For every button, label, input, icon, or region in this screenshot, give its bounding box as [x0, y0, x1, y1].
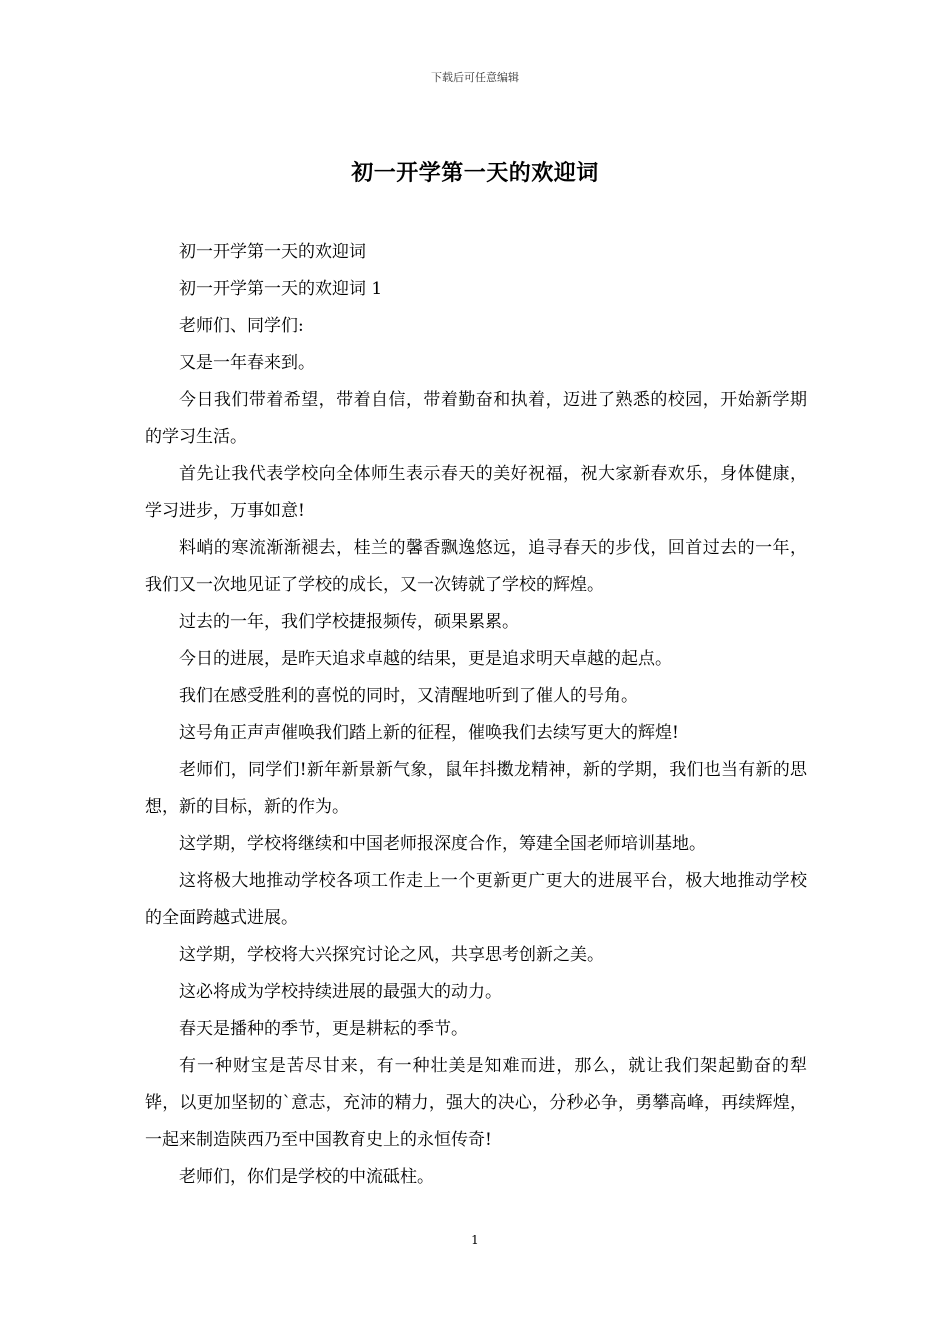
paragraph: 这号角正声声催唤我们踏上新的征程，催唤我们去续写更大的辉煌! [179, 723, 679, 743]
paragraph: 首先让我代表学校向全体师生表示春天的美好祝福，祝大家新春欢乐，身体健康，学习进步，万事如意! [145, 464, 807, 521]
document-title: 初一开学第一天的欢迎词 [351, 160, 599, 186]
paragraph: 老师们，同学们!新年新景新气象，鼠年抖擞龙精神，新的学期，我们也当有新的思想，新的目标，新的作为。 [145, 760, 807, 817]
paragraph: 这学期，学校将大兴探究讨论之风，共享思考创新之美。 [179, 945, 604, 965]
paragraph: 有一种财宝是苦尽甘来，有一种壮美是知难而进，那么，就让我们架起勤奋的犁铧，以更加坚韧的`意志，充沛的精力，强大的决心，分秒必争，勇攀高峰，再续辉煌，一起来制造陕西乃至中国教育史上的永恒传奇! [145, 1056, 807, 1150]
paragraph: 这学期，学校将继续和中国老师报深度合作，筹建全国老师培训基地。 [179, 834, 706, 854]
paragraph: 今日我们带着希望，带着自信，带着勤奋和执着，迈进了熟悉的校园，开始新学期的学习生活。 [145, 390, 807, 447]
paragraph: 春天是播种的季节，更是耕耘的季节。 [179, 1019, 468, 1039]
paragraph: 老师们，你们是学校的中流砥柱。 [179, 1167, 434, 1187]
page-number: 1 [471, 1233, 479, 1247]
paragraph: 老师们、同学们: [179, 316, 304, 336]
paragraph: 初一开学第一天的欢迎词 1 [179, 279, 383, 299]
paragraph: 这必将成为学校持续进展的最强大的动力。 [179, 982, 502, 1002]
paragraph: 我们在感受胜利的喜悦的同时，又清醒地听到了催人的号角。 [179, 686, 638, 706]
paragraph: 初一开学第一天的欢迎词 [179, 242, 366, 262]
paragraph: 又是一年春来到。 [179, 353, 315, 373]
document-body [145, 234, 807, 1196]
paragraph: 这将极大地推动学校各项工作走上一个更新更广更大的进展平台，极大地推动学校的全面跨越式进展。 [145, 871, 807, 928]
paragraph: 过去的一年，我们学校捷报频传，硕果累累。 [179, 612, 519, 632]
paragraph: 今日的进展，是昨天追求卓越的结果，更是追求明天卓越的起点。 [179, 649, 672, 669]
paragraph: 料峭的寒流渐渐褪去，桂兰的馨香飘逸悠远，追寻春天的步伐，回首过去的一年，我们又一次地见证了学校的成长，又一次铸就了学校的辉煌。 [145, 538, 807, 595]
page-header: 下载后可任意编辑 [431, 71, 519, 84]
